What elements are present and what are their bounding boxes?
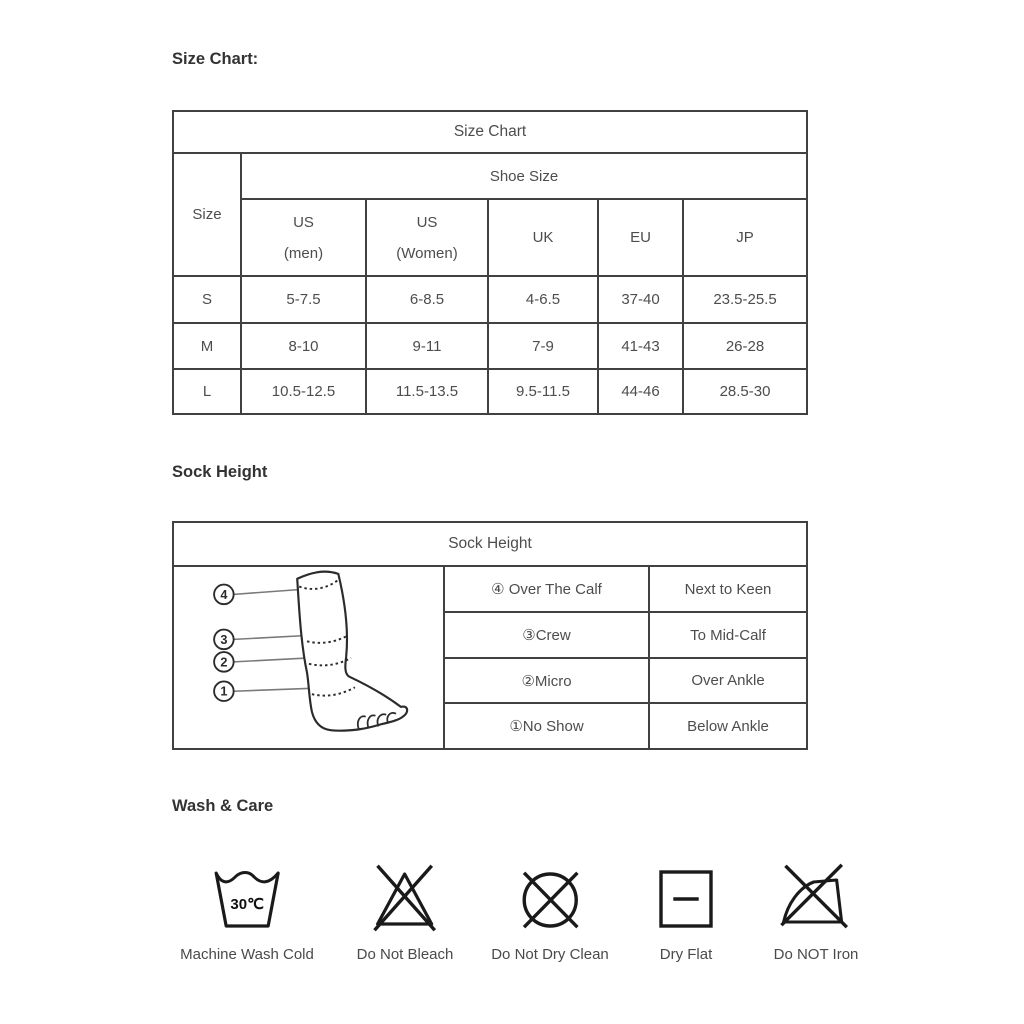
value-cell: 23.5-25.5 (683, 276, 807, 323)
machine-wash-cold-icon (209, 861, 285, 937)
table-row (173, 323, 807, 369)
value-cell: 7-9 (488, 323, 598, 369)
marker-line-2 (234, 658, 309, 662)
height-desc-cell: To Mid-Calf (649, 612, 807, 658)
col-header-us-men (241, 199, 366, 276)
height-desc-cell: Next to Keen (649, 566, 807, 612)
col-header-us-women (366, 199, 488, 276)
col-header-eu: EU (598, 199, 683, 276)
height-name-cell: ①No Show (444, 703, 649, 749)
wash-care-icon-row (172, 861, 872, 981)
size-cell: S (173, 276, 241, 323)
value-cell: 9-11 (366, 323, 488, 369)
wash-temperature-label: 30℃ (230, 896, 264, 913)
sock-height-table-title: Sock Height (173, 522, 807, 566)
dry-flat-icon (648, 861, 724, 937)
do-not-iron-icon (778, 861, 854, 937)
wash-care-item (774, 861, 859, 963)
value-cell: 9.5-11.5 (488, 369, 598, 414)
marker-line-3 (234, 635, 307, 639)
col-header-line: (Women) (396, 244, 458, 262)
col-header-line: US (293, 213, 314, 231)
wash-care-item (491, 861, 609, 963)
value-cell: 6-8.5 (366, 276, 488, 323)
value-cell: 26-28 (683, 323, 807, 369)
size-chart-heading: Size Chart: (172, 50, 259, 68)
marker-number-1: 1 (220, 683, 228, 699)
marker-line-4 (234, 589, 301, 594)
table-row (173, 566, 807, 612)
height-desc-cell: Over Ankle (649, 658, 807, 703)
value-cell: 10.5-12.5 (241, 369, 366, 414)
marker-line-1 (234, 688, 312, 691)
sock-height-diagram (173, 566, 444, 749)
value-cell: 41-43 (598, 323, 683, 369)
wash-care-label: Do Not Bleach (356, 946, 454, 963)
size-cell: L (173, 369, 241, 414)
value-cell: 5-7.5 (241, 276, 366, 323)
wash-care-label: Do NOT Iron (773, 946, 859, 963)
col-header-uk: UK (488, 199, 598, 276)
value-cell: 4-6.5 (488, 276, 598, 323)
size-chart-table (172, 110, 808, 415)
table-row (173, 276, 807, 323)
table-row (173, 369, 807, 414)
value-cell: 8-10 (241, 323, 366, 369)
col-header-line: US (416, 213, 438, 231)
wash-care-item (180, 861, 314, 963)
size-cell: M (173, 323, 241, 369)
value-cell: 28.5-30 (683, 369, 807, 414)
marker-number-2: 2 (220, 654, 228, 670)
size-chart-table-title: Size Chart (173, 111, 807, 153)
col-header-jp: JP (683, 199, 807, 276)
height-name-cell: ③Crew (444, 612, 649, 658)
value-cell: 11.5-13.5 (366, 369, 488, 414)
height-name-cell: ②Micro (444, 658, 649, 703)
leg-outline (297, 572, 407, 731)
sock-height-heading: Sock Height (172, 463, 268, 481)
height-desc-cell: Below Ankle (649, 703, 807, 749)
wash-care-item (357, 861, 454, 963)
size-column-header: Size (173, 153, 241, 276)
wash-care-item (648, 861, 724, 963)
wash-care-label: Do Not Dry Clean (491, 946, 609, 963)
do-not-bleach-icon (367, 861, 443, 937)
col-header-line: (men) (283, 244, 324, 262)
sock-height-table (172, 521, 808, 750)
wash-care-label: Dry Flat (659, 946, 713, 963)
wash-care-label: Machine Wash Cold (180, 946, 314, 963)
height-name-cell: ④ Over The Calf (444, 566, 649, 612)
value-cell: 44-46 (598, 369, 683, 414)
leg-diagram-illustration (174, 567, 441, 746)
shoe-size-group-header: Shoe Size (241, 153, 807, 199)
value-cell: 37-40 (598, 276, 683, 323)
marker-number-3: 3 (220, 631, 228, 647)
do-not-dry-clean-icon (512, 861, 588, 937)
wash-care-heading: Wash & Care (172, 797, 274, 815)
marker-number-4: 4 (220, 586, 228, 602)
